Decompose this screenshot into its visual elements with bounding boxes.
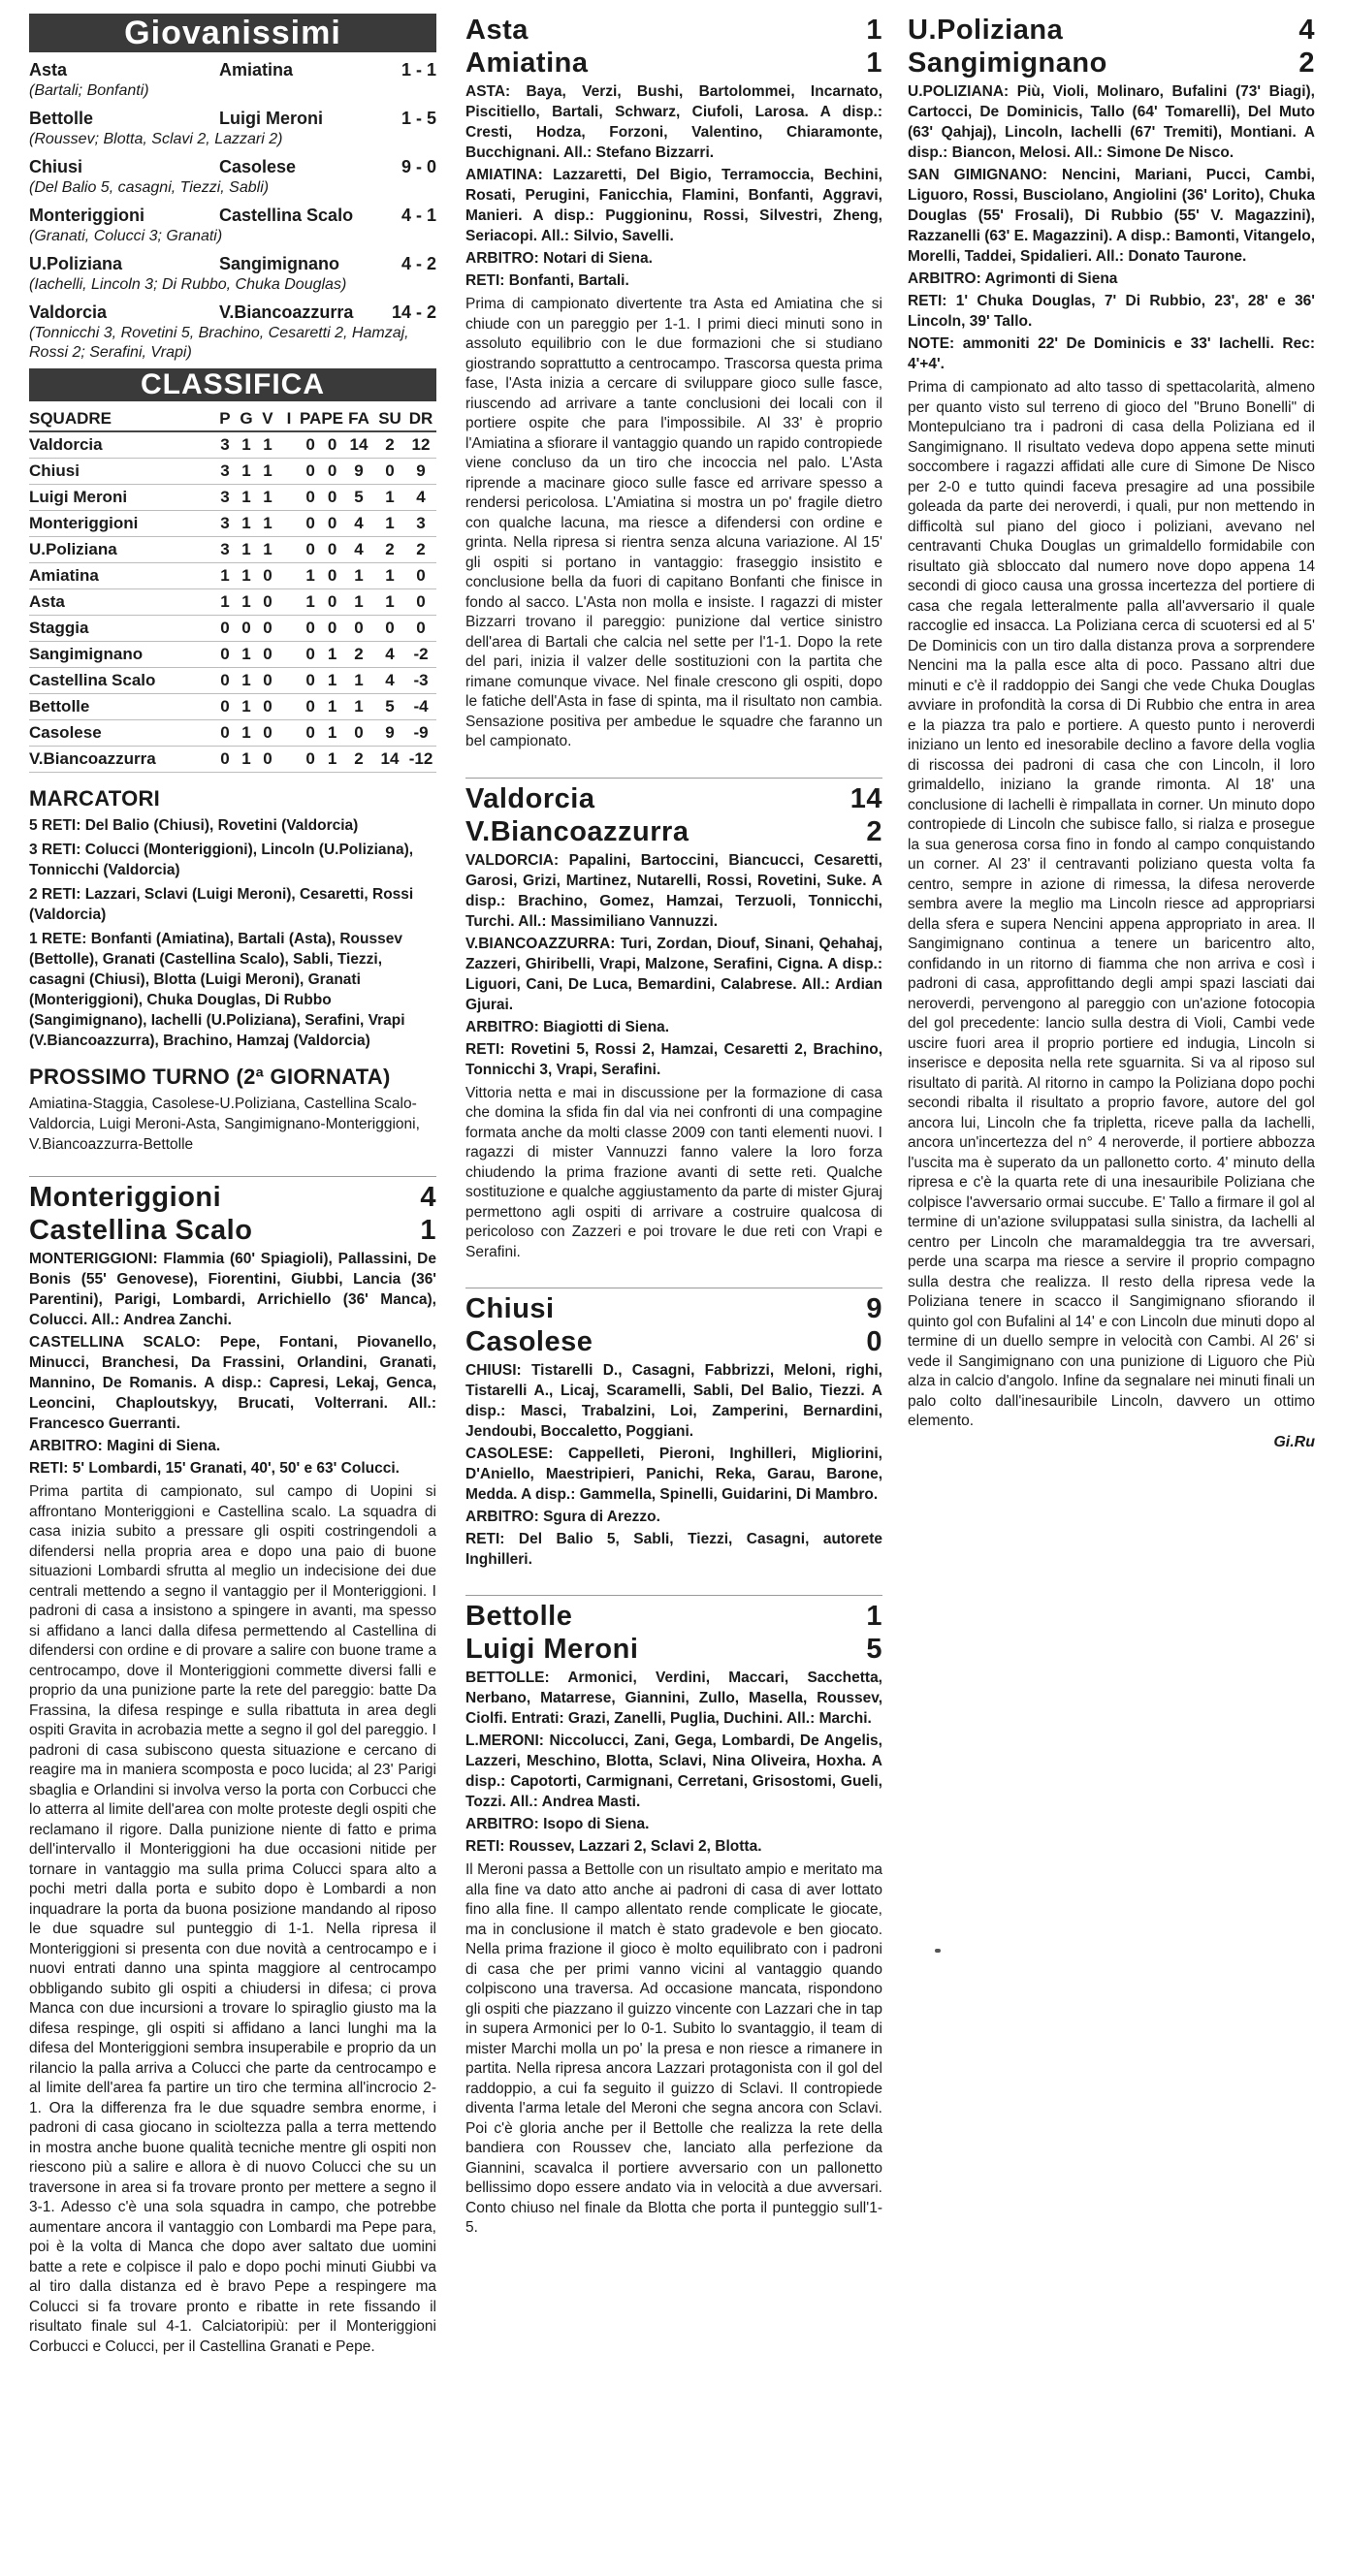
away-team: V.Biancoazzurra xyxy=(465,815,689,847)
lineup-away: V.BIANCOAZZURRA: Turi, Zordan, Diouf, Sinani, Qehahaj, Zazzeri, Ghiribelli, Vrapi, Malzone, Serafini, Cigna. A disp.: Liguori, Cani, De Luca, Bemardini, Calabrese. All.: Ardian Gjurai. xyxy=(465,935,882,1013)
home-score: 1 xyxy=(866,1601,882,1632)
match-bettolle xyxy=(465,1595,882,2239)
match-asta xyxy=(465,14,882,752)
print-speck xyxy=(935,1949,941,1953)
lineup-home: MONTERIGGIONI: Flammia (60' Spiagioli), Pallassini, De Bonis (55' Genovese), Fiorentini, Giubbi, Lancia (36' Parentini), Parigi, Lombardi, Arrichiello (36' Manca), Colucci. All.: Andrea Zanchi. xyxy=(29,1251,436,1328)
standings-cell: 0 xyxy=(236,616,257,642)
result-home: Chiusi xyxy=(29,157,83,176)
home-team-row xyxy=(465,1292,882,1325)
standings-cell: 1 xyxy=(374,485,405,511)
divider xyxy=(465,1595,882,1596)
standings-row xyxy=(29,431,436,459)
standings-cell: 1 xyxy=(236,485,257,511)
standings-cell: 0 xyxy=(257,616,278,642)
standings-cell: 0 xyxy=(405,589,436,616)
standings-cell: 0 xyxy=(300,537,321,563)
lineup-home: BETTOLLE: Armonici, Verdini, Maccari, Sacchetta, Nerbano, Matarrese, Giannini, Zullo, Masella, Roussev, Ciolfi. Entrati: Grazi, Zanelli, Puglia, Duchini. All.: Marchi. xyxy=(465,1670,882,1727)
standings-cell: 1 xyxy=(343,589,374,616)
home-team: Valdorcia xyxy=(465,782,595,814)
standings-cell: 1 xyxy=(236,563,257,589)
standings-cell: 0 xyxy=(257,720,278,747)
standings-cell: 3 xyxy=(214,537,236,563)
standings-cell: 0 xyxy=(300,511,321,537)
standings-cell: 1 xyxy=(374,589,405,616)
home-score: 1 xyxy=(866,15,882,46)
standings-header xyxy=(29,407,436,431)
away-team: Amiatina xyxy=(465,48,589,79)
standings-cell-spacer xyxy=(278,537,300,563)
standings-row xyxy=(29,720,436,747)
standings-cell-spacer xyxy=(278,431,300,459)
standings-cell-spacer xyxy=(278,642,300,668)
standings-cell: 12 xyxy=(405,431,436,459)
standings-cell: 2 xyxy=(343,642,374,668)
standings-cell: 1 xyxy=(214,589,236,616)
match-monteriggioni xyxy=(29,1176,436,2357)
home-team: Bettolle xyxy=(465,1601,573,1632)
standings-cell: -12 xyxy=(405,747,436,773)
result-score: 14 - 2 xyxy=(391,302,436,322)
match-poliziana xyxy=(908,14,1315,1451)
result-away: Sangimignano xyxy=(219,254,340,273)
away-team: Castellina Scalo xyxy=(29,1215,253,1246)
standings-row xyxy=(29,642,436,668)
standings-col-header: FA xyxy=(343,407,374,431)
match-report: Prima partita di campionato, sul campo di Uopini si affrontano Monteriggioni e Castellina scalo. La squadra di casa inizia subito a pressare gli ospiti costringendoli a difendersi nella propria area e dopo una paio di buone situazioni Lombardi sfrutta al meglio un indecisione dei due centrali mettendo a segno il vantaggio per il Monteriggioni. I padroni di casa a insistono a spingere in avanti, ma spesso si affidano a lanci dalla difesa permettendo al Castellina di difendersi con ordine e di provare a salire con buone trame a centrocampo, dove il Monteriggioni commette diversi falli e proprio da una punizione parte la rete del pareggio: batte Da Frassina, la difesa respinge e sulla ribattuta in area degli ospiti Gravita in acrobazia mette a segno il gol del pareggio. I padroni di casa subiscono questa situazione e cercano di reagire ma in maniera scomposta e poco lucida; al 23' Parigi sbaglia e Orlandini si involva verso la porta con Corbucci che lo atterra al limite dell'area con molte proteste degli ospiti che reclamano il rigore. Dalla punizione niente di fatto e prima dell'intervallo il Monteriggioni ha due occasioni nitide per tornare in vantaggio ma sulla prima Colucci spara alto a pochi metri dalla porta e subito dopo è Lombardi a non inquadrare la porta da buona posizione mandando al riposo le due squadre sul punteggio di 1-1. Nella ripresa il Monteriggioni si presenta con due novità a centrocampo e i nuovi entrati danno una spinta maggiore al centrocampo obbligando subito gli ospiti a chiudersi in difesa; ci prova Manca con due incursioni a trovare lo spiraglio giusto ma la difesa respinge, gli ospiti si affidano a lanci lunghi ma la difesa del Monteriggioni sembra insuperabile e proprio da un rilancio la palla arriva a Colucci che parte da centrocampo e al limite dell'area fa partire un tiro che termina all'incrocio 2-1. Ora la differenza fra le due squadre sembra enorme, i padroni di casa giocano in scioltezza palla a terra mettendo in mostra anche buone qualità tecniche mentre gli ospiti non riescono più a salire e allora è di nuovo Colucci che su un traversone in area si fa trovare pronto per mettere a segno il 3-1. Adesso c'è una sola squadra in campo, che potrebbe aumentare ancora il vantaggio con Lombardi ma Pepe para, poi è la volta di Manca che dopo aver saltato due uomini batte a rete e colpisce il palo e dopo pochi minuti Giubbi va al tiro dalla distanza ed è bravo Pepe a respingere ma Colucci si fa trovare pronto e ribatte in rete fissando il risultato finale sul 4-1. Calciatoripiù: per il Monteriggioni Corbucci e Colucci, per il Castellina Granati e Pepe. xyxy=(29,1483,436,2355)
standings-cell: 1 xyxy=(343,563,374,589)
standings-cell-spacer xyxy=(278,694,300,720)
standings-cell: 9 xyxy=(405,459,436,485)
standings-row xyxy=(29,537,436,563)
standings-cell: 3 xyxy=(214,485,236,511)
standings-cell: 0 xyxy=(214,720,236,747)
home-team-row xyxy=(465,14,882,47)
away-team: Sangimignano xyxy=(908,48,1107,79)
standings-cell: 1 xyxy=(321,720,343,747)
standings-cell: 0 xyxy=(300,485,321,511)
standings-cell: 14 xyxy=(343,431,374,459)
results-list xyxy=(29,58,436,363)
standings-cell: 1 xyxy=(236,511,257,537)
home-score: 4 xyxy=(420,1182,436,1213)
middle-column xyxy=(465,14,882,2239)
result-row xyxy=(29,155,436,178)
away-team: Casolese xyxy=(465,1326,593,1357)
next-round-title: PROSSIMO TURNO (2ª GIORNATA) xyxy=(29,1065,391,1089)
away-score: 0 xyxy=(866,1326,882,1357)
away-team: Luigi Meroni xyxy=(465,1634,639,1665)
standings-cell: 14 xyxy=(374,747,405,773)
standings-cell: 9 xyxy=(374,720,405,747)
standings-cell: 4 xyxy=(374,668,405,694)
standings-team: Sangimignano xyxy=(29,642,214,668)
result-away: Casolese xyxy=(219,157,297,176)
standings-team: Luigi Meroni xyxy=(29,485,214,511)
standings-cell: 1 xyxy=(236,459,257,485)
standings-cell: 0 xyxy=(321,511,343,537)
result-row xyxy=(29,58,436,81)
standings-cell: 0 xyxy=(321,589,343,616)
standings-cell: 0 xyxy=(321,537,343,563)
lineup-away: L.MERONI: Niccolucci, Zani, Gega, Lombardi, De Angelis, Lazzeri, Meschino, Blotta, Sclavi, Nina Oliveira, Hoxha. A disp.: Capotorti, Carmignani, Cerretani, Grisostomi, Gueli, Tozzi. All.: Andrea Masti. xyxy=(465,1733,882,1810)
lineup-away: AMIATINA: Lazzaretti, Del Bigio, Terramoccia, Bechini, Rosati, Perugini, Fanicchia, Flamini, Bonfanti, Aggravi, Manieri. A disp.: Puggioninu, Rossi, Silvestri, Zheng, Seriacopi. All.: Silvio, Savelli. xyxy=(465,167,882,244)
home-team: Chiusi xyxy=(465,1293,555,1324)
home-team-row xyxy=(908,14,1315,47)
goals: RETI: Rovetini 5, Rossi 2, Hamzai, Cesaretti 2, Brachino, Tonnicchi 3, Vrapi, Serafini. xyxy=(465,1040,882,1078)
marcatori-title: MARCATORI xyxy=(29,786,161,811)
standings-cell: 2 xyxy=(343,747,374,773)
match-report: Il Meroni passa a Bettolle con un risultato ampio e meritato ma alla fine va dato atto anche ai padroni di casa di aver lottato fino alla fine. Il campo allentato rende complicate le giocate, ma in conclusione il match è stato gradevole e ben giocato. Nella prima frazione il gioco è molto equilibrato con i padroni di casa che per primi vanno vicini al vantaggio quando colpiscono una traversa. Ad occasione mancata, rispondono gli ospiti che piazzano il guizzo vincente con Lazzari che in tap in supera Armonici per lo 0-1. Subito lo svantaggio, il team di mister Marchi molla un po' la presa e non riesce a rimanere in partita. Nella ripresa ancora Lazzari protagonista con il gol del raddoppio, a cui fa seguito il guizzo di Sclavi. Il contropiede diventa l'arma letale del Meroni che segna ancora con Sclavi. Poi c'è gloria anche per il Bettolle che realizza la rete della bandiera con Roussev che, lanciato alla perfezione da Giannini, scavalca il portiere avversario con un pallonetto bellissimo dopo essere andato via in velocità a due avversari. Conto chiuso nel finale da Blotta che porta il punteggio sull'1-5. xyxy=(465,1861,882,2236)
standings-cell: 3 xyxy=(214,511,236,537)
standings-cell: 9 xyxy=(343,459,374,485)
away-team-row xyxy=(465,1633,882,1666)
standings-col-header: SU xyxy=(374,407,405,431)
classifica-banner: CLASSIFICA xyxy=(29,368,436,401)
standings-cell: 1 xyxy=(343,668,374,694)
standings-row xyxy=(29,589,436,616)
standings-cell: 0 xyxy=(321,459,343,485)
away-score: 2 xyxy=(866,815,882,847)
notes: NOTE: ammoniti 22' De Dominicis e 33' Iachelli. Rec: 4'+4'. xyxy=(908,335,1315,372)
home-team: Monteriggioni xyxy=(29,1182,222,1213)
referee: ARBITRO: Sgura di Arezzo. xyxy=(465,1509,660,1525)
standings-cell: 3 xyxy=(214,431,236,459)
standings-col-header: SQUADRE xyxy=(29,407,214,431)
standings-cell: 0 xyxy=(214,642,236,668)
lineup-away: SAN GIMIGNANO: Nencini, Mariani, Pucci, Cambi, Liguoro, Rossi, Busciolano, Angiolini (36' Lorito), Chuka Douglas (55' Frosali), Di Rubbio (55' V. Magazzini), Razzanelli (63' E. Magazzini). A disp.: Bamonti, Vitangelo, Morelli, Taddei, Spidalieri. All.: Donato Taurone. xyxy=(908,167,1315,265)
standings-team: Castellina Scalo xyxy=(29,668,214,694)
standings-cell: 0 xyxy=(257,589,278,616)
standings-cell: 0 xyxy=(343,616,374,642)
standings-cell: 0 xyxy=(257,694,278,720)
standings-cell-spacer xyxy=(278,563,300,589)
standings-cell: 0 xyxy=(214,694,236,720)
author-signature: Gi.Ru xyxy=(1273,1433,1315,1450)
standings-cell: 4 xyxy=(343,511,374,537)
home-team: U.Poliziana xyxy=(908,15,1064,46)
lineup-home: VALDORCIA: Papalini, Bartoccini, Biancucci, Cesaretti, Garosi, Grizi, Martinez, Nutarelli, Rossi, Rovetini, Suke. A disp.: Brachino, Gomez, Hamzai, Terzuoli, Tonnicchi, Turchi. All.: Massimiliano Vannuzzi. xyxy=(465,851,882,930)
standings-row xyxy=(29,694,436,720)
result-scorers: (Tonnicchi 3, Rovetini 5, Brachino, Cesaretti 2, Hamzaj, Rossi 2; Serafini, Vrapi) xyxy=(29,325,409,361)
result-row xyxy=(29,107,436,130)
standings-cell-spacer xyxy=(278,459,300,485)
standings-cell-spacer xyxy=(278,616,300,642)
standings-cell: 1 xyxy=(236,668,257,694)
standings-row xyxy=(29,511,436,537)
standings-cell: 1 xyxy=(321,642,343,668)
away-team-row xyxy=(29,1214,436,1247)
standings-cell: 1 xyxy=(257,431,278,459)
standings-cell: 1 xyxy=(214,563,236,589)
standings-cell: 1 xyxy=(343,694,374,720)
result-score: 1 - 1 xyxy=(401,60,436,80)
standings-row xyxy=(29,563,436,589)
standings-cell: 5 xyxy=(374,694,405,720)
standings-cell: 1 xyxy=(321,694,343,720)
home-team: Asta xyxy=(465,15,529,46)
referee: ARBITRO: Notari di Siena. xyxy=(465,250,653,267)
standings-team: Staggia xyxy=(29,616,214,642)
standings-table xyxy=(29,407,436,773)
standings-cell: 4 xyxy=(343,537,374,563)
result-away: Castellina Scalo xyxy=(219,206,354,225)
away-team-row xyxy=(465,47,882,80)
lineup-home: ASTA: Baya, Verzi, Bushi, Bartolommei, Incarnato, Piscitiello, Bartali, Schwarz, Ciufoli, Larosa. A disp.: Cresti, Hodza, Forzoni, Valentino, Chiaramonte, Bucchignani. All.: Stefano Bizzarri. xyxy=(465,83,882,161)
standings-cell: 1 xyxy=(321,668,343,694)
standings-col-header: I xyxy=(278,407,300,431)
match-valdorcia xyxy=(465,778,882,1263)
standings-team: Chiusi xyxy=(29,459,214,485)
scorers-list xyxy=(29,815,436,1051)
standings-team: U.Poliziana xyxy=(29,537,214,563)
standings-row xyxy=(29,485,436,511)
standings-cell: 1 xyxy=(236,537,257,563)
result-away: Amiatina xyxy=(219,60,294,80)
standings-cell: -3 xyxy=(405,668,436,694)
standings-cell: 5 xyxy=(343,485,374,511)
standings-cell: 0 xyxy=(257,668,278,694)
result-score: 9 - 0 xyxy=(401,157,436,176)
standings-row xyxy=(29,616,436,642)
standings-cell: 0 xyxy=(300,668,321,694)
result-scorers: (Del Balio 5, casagni, Tiezzi, Sabli) xyxy=(29,179,270,196)
standings-cell: 1 xyxy=(257,537,278,563)
match-report: Vittoria netta e mai in discussione per la formazione di casa che domina la sfida fin dal via nei confronti di una compagine formata anche da molti classe 2009 con tanti elementi nuovi. I ragazzi di mister Vannuzzi fanno valere la loro forza chiudendo la prima frazione avanti di sette reti. Qualche sostituzione e qualche aggiustamento da parte di mister Gjuraj permettono agli ospiti di arrivare a costruire qualcosa di pericoloso con Zazzeri e poi trovare le due reti con Vrapi e Serafini. xyxy=(465,1084,882,1260)
lineup-away: CASTELLINA SCALO: Pepe, Fontani, Piovanello, Minucci, Branchesi, Da Frassini, Orlandini, Granati, Mannino, De Romanis. A disp.: Capresi, Lekaj, Genca, Leoncini, Chaploutskyy, Brucati, Volterrani. All.: Francesco Guerranti. xyxy=(29,1334,436,1432)
standings-cell: 1 xyxy=(236,694,257,720)
match-report: Prima di campionato divertente tra Asta ed Amiatina che si chiude con un pareggio per 1-1. I primi dieci minuti sono in assoluto equilibrio con le due formazioni che si studiano giostrando soprattutto a centrocampo. Trascorsa questa prima fase, l'Asta inizia a cercare di sviluppare gioco sulle fasce, riuscendo ad arrivare a tante conclusioni dei locali con il portiere ospite che para l'impossibile. Al 33' è proprio l'Amiatina a sfiorare il vantaggio quando un rapido contropiede viene concluso da un tiro che incoccia nel palo. L'Asta riprende a macinare gioco sulle fasce ed arrivare spesso a rendersi pericolosa. L'Amiatina si mostra un po' fragile dietro con qualche lacuna, ma riesce a difendersi con ordine e grinta. Nella ripresa si rientra senza alcuna variazione. Al 15' gli ospiti si portano in vantaggio: fraseggio insistito e conclusione bella da fuori di capitano Bonfanti che finisce in fondo al sacco. L'Asta non molla e insiste. I ragazzi di mister Bizzarri trovano il pareggio: punizione dal vertice sinistro dell'area di Bartali che calcia nel sette per l'1-1. Dopo la rete del pari, inizia il valzer delle sostituzioni con la partita che rimane comunque vivace. Nel finale crescono gli ospiti, dopo le fatiche dell'Asta in fase di spinta, ma il risultato non cambia. Sensazione positiva per ambedue le squadre che faranno un bel campionato. xyxy=(465,296,882,749)
standings-col-header: G xyxy=(236,407,257,431)
standings-col-header: PE xyxy=(321,407,343,431)
scorer-line: 5 RETI: Del Balio (Chiusi), Rovetini (Valdorcia) xyxy=(29,817,359,834)
match-chiusi xyxy=(465,1288,882,1570)
result-home: Asta xyxy=(29,60,68,80)
standings-cell: 1 xyxy=(374,511,405,537)
referee: ARBITRO: Agrimonti di Siena xyxy=(908,270,1118,287)
goals: RETI: 1' Chuka Douglas, 7' Di Rubbio, 23', 28' e 36' Lincoln, 39' Tallo. xyxy=(908,293,1315,330)
home-team-row xyxy=(465,782,882,815)
standings-cell: 0 xyxy=(374,459,405,485)
standings-cell: 1 xyxy=(236,642,257,668)
result-away: V.Biancoazzurra xyxy=(219,302,354,322)
home-score: 14 xyxy=(849,782,882,814)
standings-cell: 4 xyxy=(405,485,436,511)
standings-cell: 0 xyxy=(300,431,321,459)
standings-cell-spacer xyxy=(278,485,300,511)
standings-team: Bettolle xyxy=(29,694,214,720)
standings-cell: 0 xyxy=(300,720,321,747)
referee: ARBITRO: Biagiotti di Siena. xyxy=(465,1018,670,1035)
standings-cell: 0 xyxy=(321,431,343,459)
home-score: 4 xyxy=(1298,15,1315,46)
lineup-home: U.POLIZIANA: Più, Violi, Molinaro, Bufalini (73' Biagi), Cartocci, De Dominicis, Tallo (64' Tomarelli), Del Muto (63' Qahjaj), Lincoln, Iachelli (67' Tremiti), Montiani. A disp.: Biancon, Melosi. All.: Simone De Nisco. xyxy=(908,83,1315,161)
standings-cell: 0 xyxy=(374,616,405,642)
standings-col-header: DR xyxy=(405,407,436,431)
home-team-row xyxy=(465,1600,882,1633)
standings-cell: 4 xyxy=(374,642,405,668)
standings-cell: 0 xyxy=(257,747,278,773)
result-home: Monteriggioni xyxy=(29,206,144,225)
standings-cell-spacer xyxy=(278,747,300,773)
standings-cell: 1 xyxy=(374,563,405,589)
next-round-fixtures: Amiatina-Staggia, Casolese-U.Poliziana, Castellina Scalo-Valdorcia, Luigi Meroni-Asta, Sangimignano-Monteriggioni, V.Biancoazzurra-Bettolle xyxy=(29,1096,420,1153)
scorer-line: 2 RETI: Lazzari, Sclavi (Luigi Meroni), Cesaretti, Rossi (Valdorcia) xyxy=(29,886,414,923)
result-scorers: (Granati, Colucci 3; Granati) xyxy=(29,228,223,244)
home-score: 9 xyxy=(866,1293,882,1324)
divider xyxy=(29,1176,436,1177)
lineup-away: CASOLESE: Cappelleti, Pieroni, Inghilleri, Migliorini, D'Aniello, Maestripieri, Panichi, Reka, Garau, Barone, Medda. A disp.: Gammella, Spinelli, Guidarini, Di Mambro. xyxy=(465,1446,882,1503)
standings-cell: -9 xyxy=(405,720,436,747)
referee: ARBITRO: Isopo di Siena. xyxy=(465,1816,650,1832)
standings-cell-spacer xyxy=(278,511,300,537)
standings-cell: 3 xyxy=(214,459,236,485)
standings-team: Casolese xyxy=(29,720,214,747)
giovanissimi-banner: Giovanissimi xyxy=(29,14,436,52)
goals: RETI: Del Balio 5, Sabli, Tiezzi, Casagni, autorete Inghilleri. xyxy=(465,1531,882,1568)
standings-cell: 0 xyxy=(300,459,321,485)
standings-cell-spacer xyxy=(278,668,300,694)
standings-cell: 1 xyxy=(236,431,257,459)
standings-col-header: P xyxy=(214,407,236,431)
lineup-home: CHIUSI: Tistarelli D., Casagni, Fabbrizzi, Meloni, righi, Tistarelli A., Licaj, Scaramelli, Sabli, Del Balio, Tiezzi. A disp.: Masci, Trabalzini, Loi, Zamperini, Bernardini, Jendoubi, Boccaletto, Poggiani. xyxy=(465,1362,882,1440)
standings-cell: 0 xyxy=(300,747,321,773)
result-home: U.Poliziana xyxy=(29,254,123,273)
standings-cell: 0 xyxy=(257,642,278,668)
standings-cell: 0 xyxy=(300,616,321,642)
standings-col-header: PA xyxy=(300,407,321,431)
standings-cell: 0 xyxy=(257,563,278,589)
standings-cell: 1 xyxy=(236,589,257,616)
standings-cell: 0 xyxy=(214,668,236,694)
standings-cell: 1 xyxy=(257,511,278,537)
standings-cell: 1 xyxy=(236,720,257,747)
standings-cell: 0 xyxy=(405,616,436,642)
result-score: 4 - 2 xyxy=(401,254,436,273)
standings-cell: 2 xyxy=(405,537,436,563)
standings-cell: 1 xyxy=(300,589,321,616)
referee: ARBITRO: Magini di Siena. xyxy=(29,1438,221,1454)
result-score: 4 - 1 xyxy=(401,206,436,225)
standings-cell: 1 xyxy=(257,485,278,511)
standings-cell: 3 xyxy=(405,511,436,537)
right-column xyxy=(908,14,1315,1451)
result-score: 1 - 5 xyxy=(401,109,436,128)
standings-cell: 0 xyxy=(214,747,236,773)
standings-row xyxy=(29,668,436,694)
goals: RETI: Bonfanti, Bartali. xyxy=(465,272,629,289)
result-away: Luigi Meroni xyxy=(219,109,323,128)
away-team-row xyxy=(465,1325,882,1358)
standings-cell: 0 xyxy=(321,563,343,589)
goals: RETI: Roussev, Lazzari 2, Sclavi 2, Blotta. xyxy=(465,1838,762,1855)
result-home: Bettolle xyxy=(29,109,94,128)
standings-col-header: V xyxy=(257,407,278,431)
standings-cell: 2 xyxy=(374,431,405,459)
standings-cell-spacer xyxy=(278,589,300,616)
standings-team: Amiatina xyxy=(29,563,214,589)
standings-team: Valdorcia xyxy=(29,431,214,459)
standings-cell: 0 xyxy=(405,563,436,589)
standings-cell: 0 xyxy=(321,616,343,642)
left-column xyxy=(29,14,436,2357)
scorer-line: 3 RETI: Colucci (Monteriggioni), Lincoln (U.Poliziana), Tonnicchi (Valdorcia) xyxy=(29,842,414,878)
away-score: 5 xyxy=(866,1634,882,1665)
standings-cell: 2 xyxy=(374,537,405,563)
result-home: Valdorcia xyxy=(29,302,108,322)
result-scorers: (Iachelli, Lincoln 3; Di Rubbo, Chuka Douglas) xyxy=(29,276,347,293)
standings-row xyxy=(29,459,436,485)
away-team-row xyxy=(465,815,882,848)
standings-cell: 1 xyxy=(236,747,257,773)
standings-cell: 1 xyxy=(257,459,278,485)
standings-cell: 0 xyxy=(343,720,374,747)
scorer-line: 1 RETE: Bonfanti (Amiatina), Bartali (Asta), Roussev (Bettolle), Granati (Castellina Scalo), Sabli, Tiezzi, casagni (Chiusi), Blotta (Luigi Meroni), Granati (Monteriggioni), Chuka Douglas, Di Rubbo (Sangimignano), Iachelli (U.Poliziana), Serafini, Vrapi (V.Biancoazzurra), Brachino, Hamzaj (Valdorcia) xyxy=(29,931,405,1049)
away-team-row xyxy=(908,47,1315,80)
standings-cell: 1 xyxy=(321,747,343,773)
away-score: 2 xyxy=(1298,48,1315,79)
standings-cell: 0 xyxy=(300,642,321,668)
result-row xyxy=(29,204,436,227)
divider xyxy=(465,778,882,779)
away-score: 1 xyxy=(866,48,882,79)
result-scorers: (Roussev; Blotta, Sclavi 2, Lazzari 2) xyxy=(29,131,283,147)
home-team-row xyxy=(29,1181,436,1214)
result-scorers: (Bartali; Bonfanti) xyxy=(29,82,149,99)
standings-cell: 0 xyxy=(300,694,321,720)
result-row xyxy=(29,252,436,275)
standings-cell-spacer xyxy=(278,720,300,747)
standings-team: Asta xyxy=(29,589,214,616)
standings-team: V.Biancoazzurra xyxy=(29,747,214,773)
standings-team: Monteriggioni xyxy=(29,511,214,537)
standings-row xyxy=(29,747,436,773)
standings-cell: -4 xyxy=(405,694,436,720)
result-row xyxy=(29,301,436,324)
standings-cell: -2 xyxy=(405,642,436,668)
standings-cell: 0 xyxy=(321,485,343,511)
standings-cell: 0 xyxy=(214,616,236,642)
goals: RETI: 5' Lombardi, 15' Granati, 40', 50' e 63' Colucci. xyxy=(29,1460,400,1477)
match-report: Prima di campionato ad alto tasso di spettacolarità, almeno per quanto visto sul terreno di gioco del "Bruno Bonelli" di Montepulciano tra i padroni di casa della Poliziana ed il Sangimignano. Il risultato vedeva dopo appena sette minuti soccombere i ragazzi affidati alle cure di Simone De Nisco per 2-0 e tutto quindi faceva presagire ad una possibile goleada da parte dei neroverdi, i quali, pur non mettendo in difficoltà sul piano del gioco i poliziani, avevano nel centravanti Chuka Douglas un grimaldello formidabile con risultato già sbloccato dal numero nove dopo appena 14 secondi di gioco causa una grossa incertezza del portiere di casa che regala letteralmente palla all'avversario il quale raccoglie ed insacca. La Poliziana cerca di scuotersi ed al 5' De Dominicis con un tiro dalla distanza prova a sorprendere Nencini ma la palla esce alta di poco. Passano altri due minuti e c'è il raddoppio dei Sangi che vede Chuka Douglas avviare in profondità la corsa di Di Rubbio che entra in area e la piazza tra palo e portiere. A questo punto i neroverdi iniziano un lento ed inesorabile declino a favore della voglia di riscossa dei padroni di casa che con Lincoln, il loro grimaldello, iniziano la grande rimonta. Al 18' una conclusione di Iachelli è rimpallata in corner. Un minuto dopo contropiede di Lincoln che subisce fallo, si rialza e prosegue la sua generosa corsa fino in fondo al campo conquistando un corner. Al 23' il centravanti poliziano questa volta fa centro, sempre in azione di rimessa, la difesa neroverde sembra avere la meglio ma Lincoln riesce ad appropriarsi della sfera e supera Nencini appena appropriato in area. Il Sangimignano continua a tenere un baricentro alto, confidando in un ritorno di fiamma che non arriva e così i padroni di casa, approfittando degli ampi spazi lasciati dai neroverdi, pervengono al pareggio con un'azione fotocopia del gol precedente: lancio sulla destra di Violi, Cambi vede uscire fuori area il proprio portiere ed indugia, Lincoln si inserisce e deposita nella rete sguarnita. Si va al riposo sul risultato di parità. Al ritorno in campo la Poliziana dopo pochi secondi ribalta il risultato a proprio favore, autore del gol ancora lui, Lincoln che fa tripletta, riceve palla da Iachelli, ancora un'incertezza del n° 4 neroverde, il portiere abbozza l'uscita ma è superato da un pallonetto corto. 4' minuto della ripresa e c'è la quarta rete di una inesauribile Poliziana che colpisce l'avversario ormai succube. E' Tallo a firmare il gol al termine di un'azione sviluppatasi sulla sinistra, da Iachelli al centro per Lincoln che maramaldeggia tra tre avversari, perde una scarpa ma riesce a servire il proprio compagno sulla destra che realizza. Il resto della ripresa vede la Poliziana tenere in scacco il Sangimignano sfiorando il quinto gol con Bufalini al 14' e con Lincoln due minuti dopo al termine di un duello sempre in velocità con Cambi. Al 26' si vede il Sangimignano con una punizione di Liguoro che Più alza in calcio d'angolo. Infine da segnalare nei minuti finali un palo colto dall'inesauribile Lincoln, davvero un ottimo elemento. xyxy=(908,379,1316,1429)
away-score: 1 xyxy=(420,1215,436,1246)
standings-cell: 1 xyxy=(300,563,321,589)
